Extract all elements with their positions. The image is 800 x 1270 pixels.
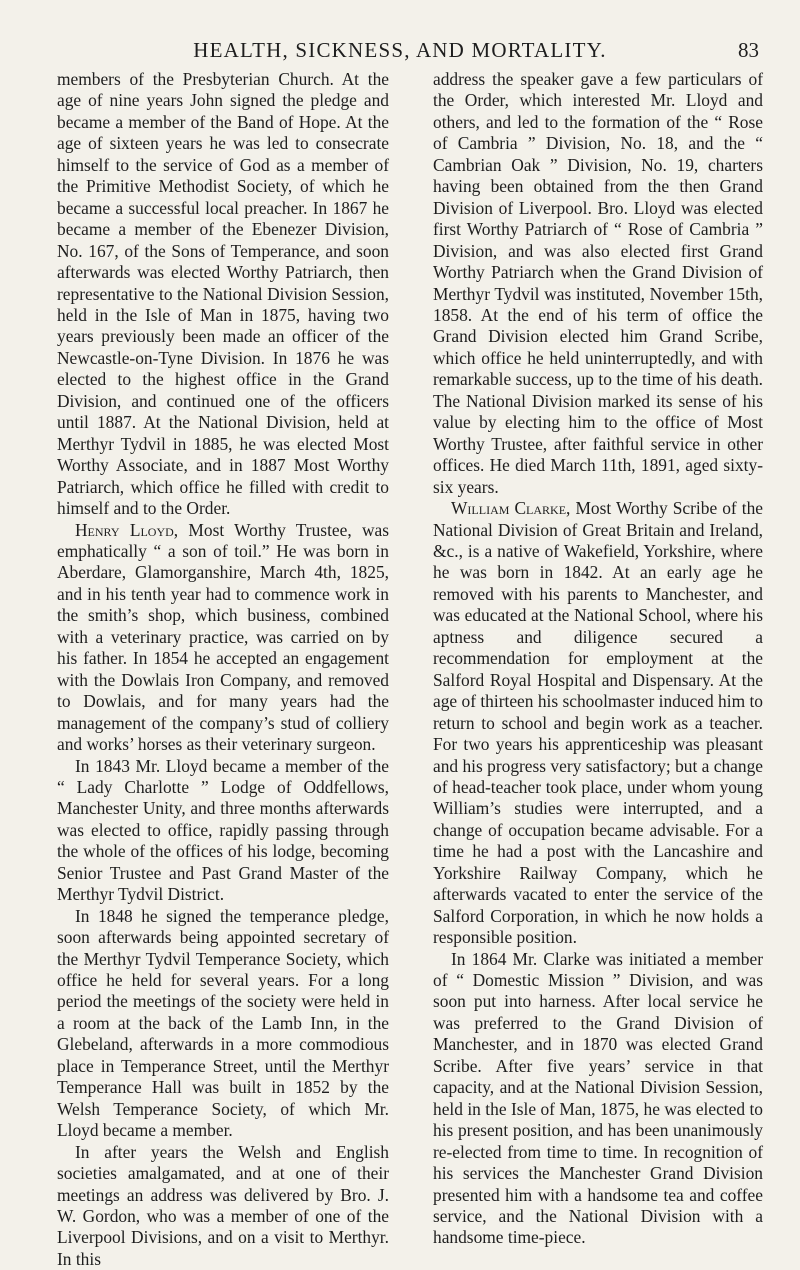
person-name: Henry Lloyd,: [75, 519, 179, 540]
paragraph-henry-lloyd: [57, 520, 389, 756]
paragraph: In 1864 Mr. Clarke was initiated a member of “ Domestic Mission ” Division, and was soon put into harness. After local service he was preferred to the Grand Division of Manchester, and in 1870 was elected Grand Scribe. After five years’ service in that capacity, and at the National Division Session, held in the Isle of Man, 1875, he was elected to his present position, and has been unanimously re-elected from time to time. In recognition of his services the Manchester Grand Division presented him with a handsome tea and coffee service, and the National Division with a handsome time-piece.: [433, 948, 763, 1248]
paragraph-william-clarke: [433, 498, 763, 949]
paragraph: members of the Presbyterian Church. At the age of nine years John signed the pledge and became a member of the Band of Hope. At the age of sixteen years he was led to consecrate himself to the service of God as a member of the Primitive Methodist Society, of which he became a successful local preacher. In 1867 he became a member of the Ebenezer Division, No. 167, of the Sons of Temperance, and soon afterwards was elected Worthy Patriarch, then representative to the National Division Session, held in the Isle of Man in 1875, having two years previously been made an officer of the Newcastle-on-Tyne Division. In 1876 he was elected to the highest office in the Grand Division, and continued one of the officers until 1887. At the National Division, held at Merthyr Tydvil in 1885, he was elected Most Worthy Associate, and in 1887 Most Worthy Patriarch, which office he filled with credit to himself and to the Order.: [57, 69, 389, 519]
paragraph-text: Most Worthy Trustee, was emphatically “ a son of toil.” He was born in Aberdare, Glamorganshire, March 4th, 1825, and in his tenth year had to commence work in the smith’s shop, which business, combined with a veterinary practice, was carried on by his father. In 1854 he accepted an engagement with the Dowlais Iron Company, and removed to Dowlais, and for many years had the management of the company’s stud of colliery and works’ horses as their veterinary surgeon.: [57, 519, 389, 755]
paragraph: In 1848 he signed the temperance pledge, soon afterwards being appointed secretary of the Merthyr Tydvil Temperance Society, which office he held for several years. For a long period the meetings of the society were held in a room at the back of the Lamb Inn, in the Glebeland, afterwards in a more commodious place in Temperance Street, until the Merthyr Temperance Hall was built in 1852 by the Welsh Temperance Society, of which Mr. Lloyd became a member.: [57, 905, 389, 1141]
right-column: [433, 69, 763, 1249]
page-header: [0, 38, 800, 68]
paragraph-text: Most Worthy Scribe of the National Division of Great Britain and Ireland, &c., is a native of Wakefield, Yorkshire, where he was born in 1842. At an early age he removed with his parents to Manchester, and was educated at the National School, where his aptness and diligence secured a recommendation for employment at the Salford Royal Hospital and Dispensary. At the age of thirteen his schoolmaster induced him to return to school and begin work as a teacher. For two years his apprenticeship was pleasant and his progress very satisfactory; but a change of head-teacher took place, under whom young William’s studies were interrupted, and a change of occupation became advisable. For a time he had a post with the Lancashire and Yorkshire Railway Company, which he afterwards vacated to enter the service of the Salford Corporation, in which he now holds a responsible position.: [433, 498, 763, 948]
paragraph: In 1843 Mr. Lloyd became a member of the “ Lady Charlotte ” Lodge of Oddfellows, Manchester Unity, and three months afterwards was elected to office, rapidly passing through the whole of the offices of his lodge, becoming Senior Trustee and Past Grand Master of the Merthyr Tydvil District.: [57, 755, 389, 905]
page-number: 83: [738, 38, 759, 62]
paragraph: address the speaker gave a few particulars of the Order, which interested Mr. Lloyd and others, and led to the formation of the “ Rose of Cambria ” Division, No. 18, and the “ Cambrian Oak ” Division, No. 19, charters having been obtained from the then Grand Division of Liverpool. Bro. Lloyd was elected first Worthy Patriarch of “ Rose of Cambria ” Division, and was also elected first Grand Worthy Patriarch when the Grand Division of Merthyr Tydvil was instituted, November 15th, 1858. At the end of his term of office the Grand Division elected him Grand Scribe, which office he held uninterruptedly, and with remarkable success, up to the time of his death. The National Division marked its sense of his value by electing him to the office of Most Worthy Trustee, after faithful service in other offices. He died March 11th, 1891, aged sixty-six years.: [433, 69, 763, 497]
left-column: [57, 69, 389, 1270]
paragraph: In after years the Welsh and English societies amalgamated, and at one of their meetings an address was delivered by Bro. J. W. Gordon, who was a member of one of the Liverpool Divisions, and on a visit to Merthyr. In this: [57, 1141, 389, 1269]
person-name: William Clarke,: [451, 498, 571, 519]
running-head: HEALTH, SICKNESS, AND MORTALITY.: [193, 38, 607, 62]
